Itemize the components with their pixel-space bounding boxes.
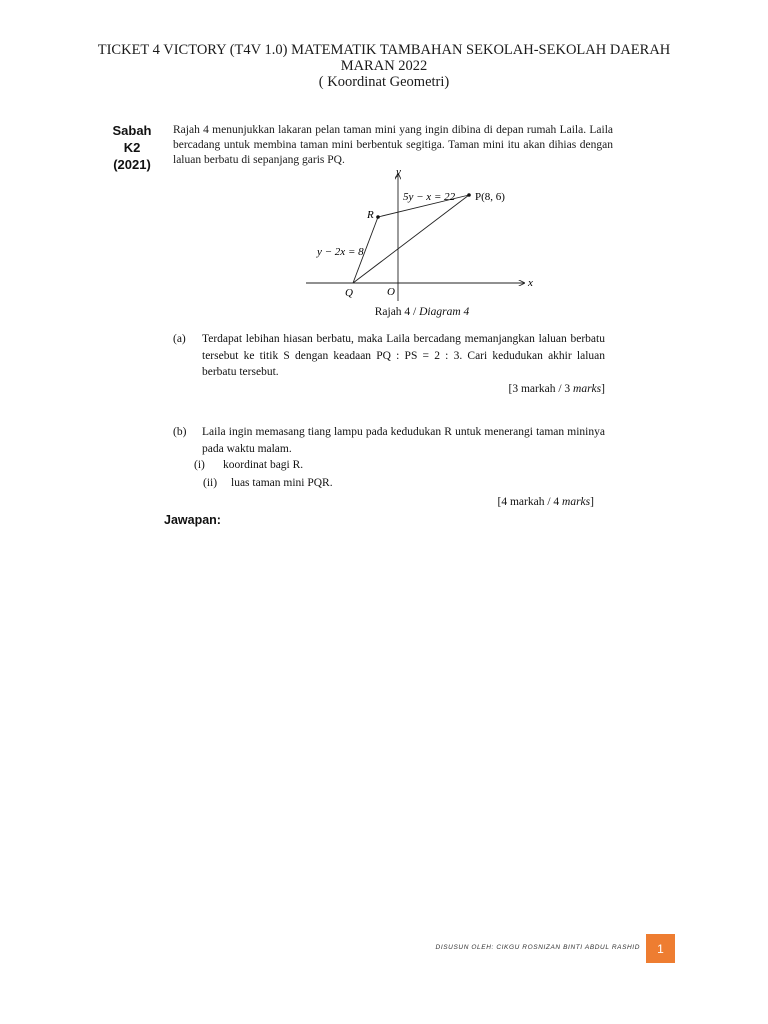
part-a-marks-close: ] [601, 383, 605, 395]
part-a-marks-italic: marks [573, 383, 602, 395]
header-title-line1: TICKET 4 VICTORY (T4V 1.0) MATEMATIK TAMBAHAN SEKOLAH-SEKOLAH DAERAH [97, 42, 671, 58]
part-a-marks [460, 383, 605, 395]
caption-english: Diagram 4 [419, 306, 470, 318]
source-state: Sabah [112, 123, 152, 138]
question-intro: Rajah 4 menunjukkan lakaran pelan taman mini yang ingin dibina di depan rumah Laila. Laila bercadang untuk membina taman mini berbentuk segitiga. Taman mini itu akan dihias dengan laluan berbatu di sepanjang garis PQ. [173, 124, 613, 166]
point-R-dot [376, 215, 380, 219]
part-a-marks-text: [3 markah / 3 [508, 383, 574, 395]
point-P-dot [467, 193, 471, 197]
origin-label: O [387, 286, 395, 298]
y-axis-label: y [396, 166, 401, 178]
part-b-marks [450, 496, 594, 508]
part-b-text: Laila ingin memasang tiang lampu pada kedudukan R untuk menerangi taman mininya pada waktu malam. [202, 426, 605, 455]
source-paper: K2 [123, 140, 141, 155]
x-axis-label: x [528, 277, 533, 289]
part-b-marks-italic: marks [562, 496, 591, 508]
page-header [60, 42, 708, 90]
source-label [94, 122, 170, 173]
header-title-line2: MARAN 2022 [340, 58, 428, 74]
header-topic: ( Koordinat Geometri) [318, 74, 450, 90]
equation-QR: y − 2x = 8 [317, 246, 364, 258]
part-a-label: (a) [173, 333, 186, 345]
point-P-label: P(8, 6) [475, 191, 505, 203]
footer-author: DISUSUN OLEH: CIKGU ROSNIZAN BINTI ABDUL RASHID [435, 944, 640, 951]
diagram-caption [302, 306, 542, 318]
part-b-ii-text: luas taman mini PQR. [231, 477, 333, 489]
part-a-text: Terdapat lebihan hiasan berbatu, maka Laila bercadang memanjangkan laluan berbatu tersebut ke titik S dengan keadaan PQ : PS = 2 : 3. Cari kedudukan akhir laluan berbatu tersebut. [202, 333, 605, 378]
part-b-marks-text: [4 markah / 4 [497, 496, 563, 508]
caption-malay: Rajah 4 / [374, 306, 420, 318]
page-number-badge: 1 [646, 934, 675, 963]
point-Q-label: Q [345, 287, 353, 299]
part-b-i-text: koordinat bagi R. [223, 459, 304, 471]
source-year: (2021) [113, 157, 151, 172]
part-b-i-label: (i) [194, 459, 205, 471]
point-R-label: R [367, 209, 374, 221]
answer-label: Jawapan: [164, 513, 221, 527]
part-b-marks-close: ] [590, 496, 594, 508]
part-b-ii-label: (ii) [203, 477, 218, 489]
equation-PR: 5y − x = 22 [403, 191, 456, 203]
part-b-label: (b) [173, 426, 187, 438]
geometry-diagram [302, 166, 542, 306]
